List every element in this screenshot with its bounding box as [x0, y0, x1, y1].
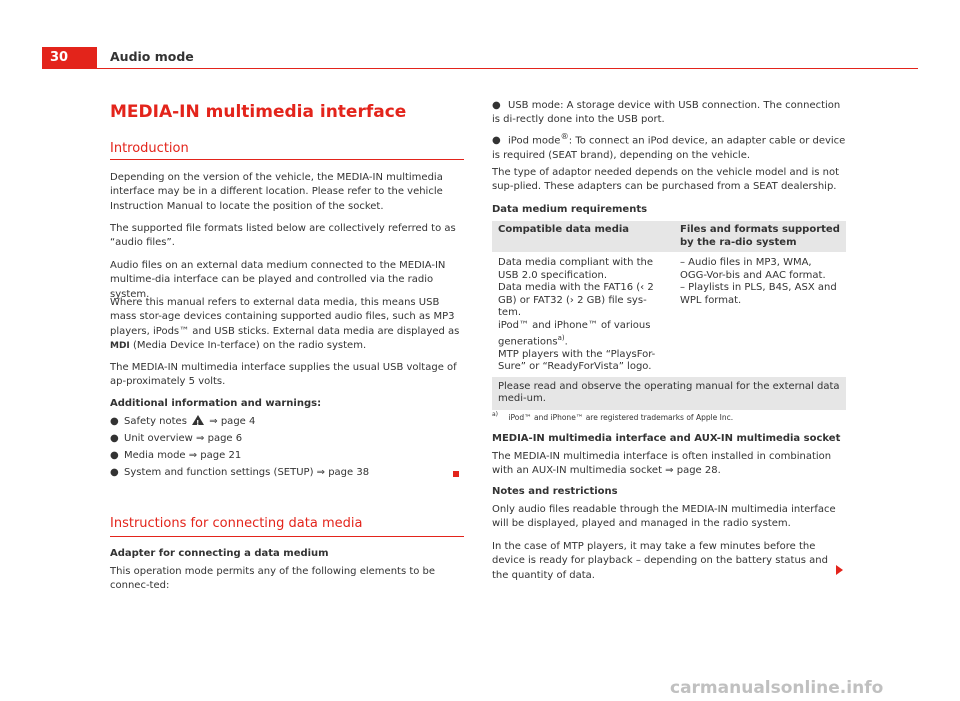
mtp-text: In the case of MTP players, it may take a few minutes before the device is ready for playback – depending on the battery status and the quantity of data.: [492, 541, 828, 581]
additional-heading: Additional information and warnings:: [110, 398, 322, 409]
mdi-label: MDI: [110, 340, 130, 351]
p4-text-a: Where this manual refers to external data media, this means USB mass stor-age devices containing supported audio files, such as MP3 players, iPods™ and USB sticks. External data media are displayed as: [110, 297, 460, 337]
warning-triangle-icon: [192, 415, 204, 425]
auxin-heading: MEDIA-IN multimedia interface and AUX-IN multimedia socket: [492, 433, 841, 444]
bullet-safety-notes: ● Safety notes ! ⇒ page 4: [110, 414, 255, 429]
media-ipod: iPod™ and iPhone™ of various generations$^{a)}$.: [498, 319, 651, 348]
table-header-media: Compatible data media: [492, 221, 674, 252]
section-title: Audio mode: [110, 49, 194, 64]
ipod-mode-text: : To connect an iPod device, an adapter cable or device is required (SEAT brand), depending on the vehicle.: [492, 135, 846, 161]
media-usb: Data media compliant with the USB 2.0 specification.: [498, 257, 654, 281]
instructions-heading: Instructions for connecting data media: [110, 516, 363, 531]
notes-heading: Notes and restrictions: [492, 486, 618, 497]
bullet-label: Safety notes: [124, 416, 187, 427]
bullet-page-link[interactable]: ⇒ page 4: [209, 416, 256, 427]
bullet-label[interactable]: Unit overview ⇒ page 6: [124, 433, 243, 444]
formats-audio: – Audio files in MP3, WMA, OGG-Vor-bis and AAC format.: [680, 257, 826, 281]
notes-text: Only audio files readable through the MEDIA-IN multimedia interface will be displayed, played and managed in the radio system.: [492, 504, 836, 530]
bullet-label[interactable]: System and function settings (SETUP) ⇒ page 38: [124, 467, 370, 478]
instructions-divider: [110, 536, 464, 537]
footnote: [492, 411, 733, 422]
footnote-text: iPod™ and iPhone™ are registered trademarks of Apple Inc.: [508, 412, 734, 422]
media-mtp: MTP players with the “PlaysFor-Sure” or “ReadyForVista” logo.: [498, 348, 656, 373]
requirements-heading: Data medium requirements: [492, 204, 648, 215]
intro-paragraph-4: [110, 296, 464, 353]
registered-mark: ®: [560, 131, 569, 141]
intro-heading: Introduction: [110, 141, 189, 156]
p4-text-b: (Media Device In-terface) on the radio system.: [129, 339, 367, 351]
media-ipod-text: iPod™ and iPhone™ of various generations: [498, 319, 651, 348]
usb-mode-text: USB mode: A storage device with USB connection. The connection is di-rectly done into the USB port.: [492, 100, 841, 126]
table-cell-formats: [674, 252, 846, 377]
bullet-media-mode: ● Media mode ⇒ page 21: [110, 450, 242, 461]
intro-paragraph-2: The supported file formats listed below are collectively referred to as “audio files”.: [110, 223, 456, 249]
watermark: carmanualsonline.info: [670, 678, 884, 698]
media-fat: Data media with the FAT16 (‹ 2 GB) or FAT32 (› 2 GB) file sys-tem.: [498, 282, 654, 318]
intro-paragraph-5: The MEDIA-IN multimedia interface supplies the usual USB voltage of ap-proximately 5 volts.: [110, 362, 457, 388]
footnote-ref: a): [557, 334, 565, 342]
bullet-ipod-mode: ● iPod mode®: To connect an iPod device, an adapter cable or device is required (SEAT brand), depending on the vehicle.: [492, 131, 846, 161]
header-divider: [97, 68, 918, 69]
auxin-text: The MEDIA-IN multimedia interface is often installed in combination with an AUX-IN multimedia socket ⇒ page 28.: [492, 451, 832, 477]
table-cell-media: [492, 252, 674, 377]
formats-playlists: – Playlists in PLS, B4S, ASX and WPL format.: [680, 282, 837, 306]
bullet-label[interactable]: Media mode ⇒ page 21: [124, 450, 242, 461]
intro-paragraph-3: Audio files on an external data medium connected to the MEDIA-IN multime-dia interface can be played and controlled via the radio system.: [110, 260, 446, 300]
intro-divider: [110, 159, 464, 160]
section-end-marker: [453, 471, 459, 477]
intro-paragraph-1: Depending on the version of the vehicle, the MEDIA-IN multimedia interface may be in a different location. Please refer to the vehicle Instruction Manual to locate the position of the socket.: [110, 172, 443, 212]
table-row: [492, 252, 846, 377]
ipod-mode-label: iPod mode: [508, 135, 561, 147]
adapter-heading: Adapter for connecting a data medium: [110, 548, 329, 559]
continue-arrow-icon: [836, 565, 843, 575]
bullet-unit-overview: ● Unit overview ⇒ page 6: [110, 433, 243, 444]
table-header-formats: Files and formats supported by the ra-dio system: [674, 221, 846, 252]
bullet-system-settings: ● System and function settings (SETUP) ⇒ page 38: [110, 467, 370, 478]
page-number: 30: [42, 47, 97, 69]
adapter-type-text: The type of adaptor needed depends on the vehicle model and is not sup-plied. These adapters can be purchased from a SEAT dealership.: [492, 167, 840, 193]
requirements-table: [492, 221, 846, 410]
adapter-text: This operation mode permits any of the following elements to be connec-ted:: [110, 566, 436, 592]
page-title: MEDIA-IN multimedia interface: [110, 102, 407, 122]
footnote-mark: a): [492, 411, 499, 418]
table-note: Please read and observe the operating manual for the external data medi-um.: [498, 380, 840, 405]
bullet-usb-mode: ● USB mode: A storage device with USB connection. The connection is di-rectly done into the USB port.: [492, 100, 841, 126]
